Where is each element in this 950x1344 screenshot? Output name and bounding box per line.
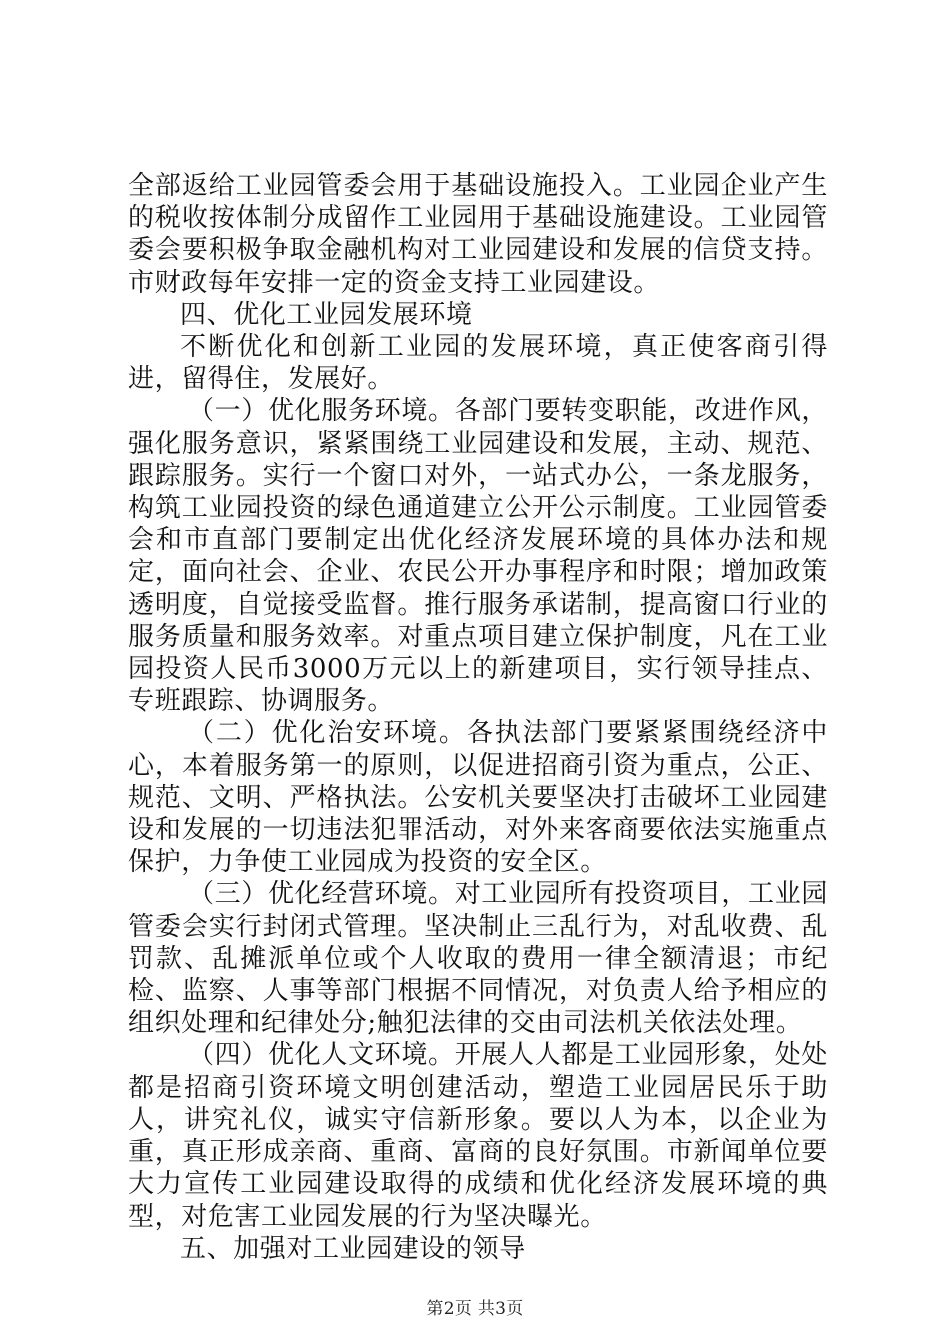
section-heading-5: 五、加强对工业园建设的领导 <box>180 1233 526 1264</box>
section-heading-4: 四、优化工业园发展环境 <box>180 299 473 330</box>
paragraph-environment-intro: 不断优化和创新工业园的发展环境，真正使客商引得进，留得住，发展好。 <box>128 332 828 395</box>
paragraph-service-environment: （一）优化服务环境。各部门要转变职能，改进作风，强化服务意识，紧紧围绕工业园建设和发展，主动、规范、跟踪服务。实行一个窗口对外，一站式办公，一条龙服务，构筑工业园投资的绿色通道建立公开公示制度。工业园管委会和市直部门要制定出优化经济发展环境的具体办法和规定，面向社会、企业、农民公开办事程序和时限；增加政策透明度，自觉接受监督。推行服务承诺制，提高窗口行业的服务质量和服务效率。对重点项目建立保护制度，凡在工业园投资人民币3000万元以上的新建项目，实行领导挂点、专班跟踪、协调服务。 <box>128 396 828 717</box>
paragraph-security-environment: （二）优化治安环境。各执法部门要紧紧围绕经济中心，本着服务第一的原则，以促进招商引资为重点，公正、规范、文明、严格执法。公安机关要坚决打击破坏工业园建设和发展的一切违法犯罪活动，对外来客商要依法实施重点保护，力争使工业园成为投资的安全区。 <box>128 718 828 878</box>
paragraph-infrastructure-funding: 全部返给工业园管委会用于基础设施投入。工业园企业产生的税收按体制分成留作工业园用于基础设施建设。工业园管委会要积极争取金融机构对工业园建设和发展的信贷支持。市财政每年安排一定的资金支持工业园建设。 <box>128 171 828 298</box>
document-body <box>128 170 828 1265</box>
paragraph-business-environment: （三）优化经营环境。对工业园所有投资项目，工业园管委会实行封闭式管理。坚决制止三乱行为，对乱收费、乱罚款、乱摊派单位或个人收取的费用一律全额清退；市纪检、监察、人事等部门根据不同情况，对负责人给予相应的组织处理和纪律处分;触犯法律的交由司法机关依法处理。 <box>128 879 828 1039</box>
page-number-footer: 第2页 共3页 <box>426 1299 524 1319</box>
paragraph-cultural-environment: （四）优化人文环境。开展人人都是工业园形象，处处都是招商引资环境文明创建活动，塑造工业园居民乐于助人，讲究礼仪，诚实守信新形象。要以人为本，以企业为重，真正形成亲商、重商、富商的良好氛围。市新闻单位要大力宣传工业园建设取得的成绩和优化经济发展环境的典型，对危害工业园发展的行为坚决曝光。 <box>128 1040 828 1232</box>
